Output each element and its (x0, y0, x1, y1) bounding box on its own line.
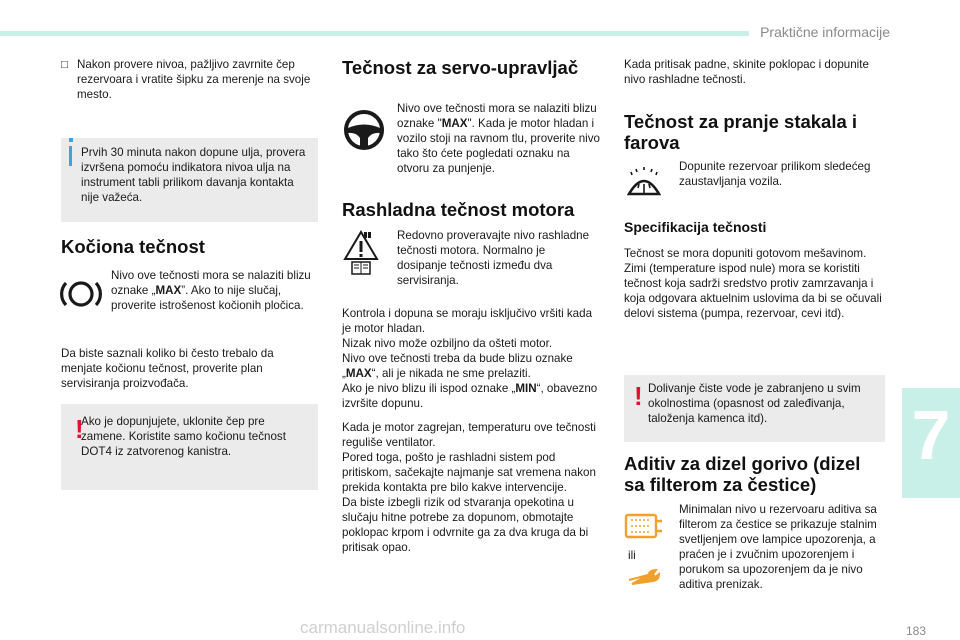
spec-text: Tečnost se mora dopuniti gotovom mešavinom. Zimi (temperature ispod nule) mora se koristiti tečnost koja sadrži sredstvo protiv zamrzavanja i koja odgovara aktuelnim uslovima da bi se očuvali delovi sistema (pumpa, rezervoar, cevi itd). (624, 247, 882, 320)
steering-heading: Tečnost za servo-upravljač (342, 57, 579, 78)
coolant-heading: Rashladna tečnost motora (342, 199, 575, 220)
brake-level-text: Nivo ove tečnosti mora se nalaziti blizu oznake „MAX”. Ako to nije slučaj, proverite istrošenost kočionih pločica. (111, 269, 311, 312)
brake-warning-box (61, 404, 318, 490)
coolant-icon-text: Redovno proveravajte nivo rashladne tečnosti motora. Normalno je dosipanje tečnosti između dva servisiranja. (397, 229, 590, 287)
info-icon (69, 146, 72, 166)
steering-wheel-icon (342, 108, 386, 152)
spec-warning-box (624, 375, 885, 442)
spec-warning-text: Dolivanje čiste vode je zabranjeno u svim okolnostima (opasnost od zaleđivanja, taloženja kamenca itd). (648, 382, 861, 425)
additive-level-icon (622, 512, 664, 542)
page-section-title: Praktične informacije (760, 24, 890, 40)
washer-heading: Tečnost za pranje stakala i farova (624, 111, 858, 153)
coolant-hot-text: Kada je motor zagrejan, temperaturu ove tečnosti reguliše ventilator. Pored toga, pošto je rashladni sistem pod pritiskom, sačekajte najmanje sat vremena nakon prekida kontakta pre bilo kakve intervencije. Da biste izbegli rizik od stvaranja opekotina u slučaju hitne potrebe za dopunom, obmotajte poklopac krpom i odvrnite ga za dva kruga da bi pritisak opao. (342, 421, 596, 554)
washer-text: Dopunite rezervoar prilikom sledećeg zaustavljanja vozila. (679, 160, 871, 188)
bullet-icon: □ (61, 58, 69, 71)
steering-text: Nivo ove tečnosti mora se nalaziti blizu oznake "MAX". Kada je motor hladan i vozilo stoji na ravnom tlu, proverite nivo tako što ćete pogledati oznaku na otvoru za punjenje. (397, 102, 600, 175)
chapter-number: 7 (911, 396, 951, 474)
info-box (61, 138, 318, 222)
wrench-service-icon (626, 568, 662, 586)
warning-icon: ! (634, 381, 643, 411)
diesel-text: Minimalan nivo u rezervoaru aditiva sa filterom za čestice se prikazuje stalnim svetljenjem ove lampice upozorenja, a praćen je i zvučnim upozorenjem i porukom sa upozorenjem da je nivo aditiva prenizak. (679, 503, 877, 591)
brake-warning-text: Ako je dopunjujete, uklonite čep pre zamene. Koristite samo kočionu tečnost DOT4 iz zatvorenog kanistra. (81, 415, 286, 458)
washer-fluid-icon (624, 162, 664, 202)
pressure-text: Kada pritisak padne, skinite poklopac i dopunite nivo rashladne tečnosti. (624, 58, 869, 86)
info-text: Prvih 30 minuta nakon dopune ulja, provera izvršena pomoću indikatora nivoa ulja na instrument tabli prilikom davanja kontakta nije važeća. (81, 146, 306, 204)
warning-icon: ! (75, 414, 84, 444)
diesel-heading: Aditiv za dizel gorivo (dizel sa filterom za čestice) (624, 453, 861, 495)
page-number: 183 (905, 624, 926, 638)
brake-schedule-text: Da biste saznali koliko bi često trebalo da menjate kočionu tečnost, proverite plan servisiranja proizvođača. (61, 347, 274, 390)
brake-warning-icon (59, 276, 103, 312)
header-accent-bar-right (480, 31, 749, 36)
brake-heading: Kočiona tečnost (61, 236, 205, 257)
watermark: carmanualsonline.info (300, 618, 466, 637)
coolant-check-text: Kontrola i dopuna se moraju isključivo vršiti kada je motor hladan. Nizak nivo može ozbiljno da ošteti motor. Nivo ove tečnosti treba da bude blizu oznake „MAX“, ali je nikada ne sme prelaziti. Ako je nivo blizu ili ispod oznake „MIN“, obavezno izvršite dopunu. (342, 307, 598, 410)
or-label: ili (628, 549, 636, 562)
header-accent-bar (0, 31, 480, 36)
coolant-warning-icon (342, 229, 380, 275)
bullet-text: Nakon provere nivoa, pažljivo zavrnite čep rezervoara i vratite šipku za merenje na svoje mesto. (77, 58, 311, 101)
spec-heading: Specifikacija tečnosti (624, 219, 767, 235)
